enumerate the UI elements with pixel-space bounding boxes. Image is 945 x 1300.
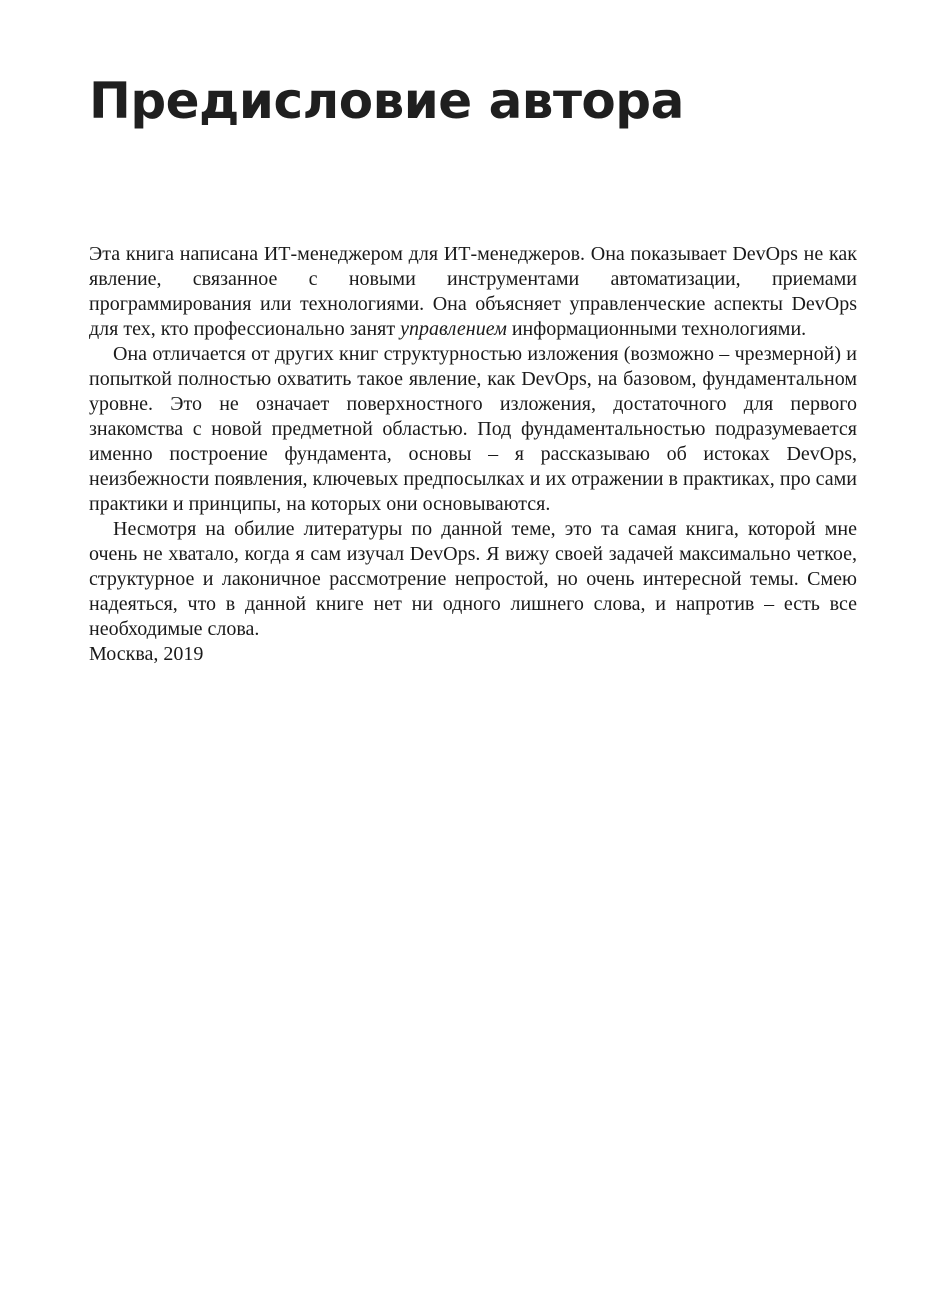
paragraph-1-emphasis: управлением xyxy=(400,318,507,340)
paragraph-3: Несмотря на обилие литературы по данной теме, это та самая книга, которой мне очень не хватало, когда я сам изучал DevOps. Я вижу своей задачей максимально четкое, структурное и лаконичное рассмотрение непростой, но очень интересной темы. Смею надеяться, что в данной книге нет ни одного лишнего слова, и напротив – есть все необходимые слова. xyxy=(89,518,857,640)
paragraph-1 xyxy=(89,242,857,342)
signature: Москва, 2019 xyxy=(89,643,204,665)
paragraph-1-text-after: информационными технологиями. xyxy=(506,318,807,340)
paragraph-2: Она отличается от других книг структурностью изложения (возможно – чрезмерной) и попыткой полностью охватить такое явление, как DevOps, на базовом, фундаментальном уровне. Это не означает поверхностного изложения, достаточного для первого знакомства с новой предметной областью. Под фундаментальностью подразумевается именно построение фундамента, основы – я рассказываю об истоках DevOps, неизбежности появления, ключевых предпосылках и их отражении в практиках, про сами практики и принципы, на которых они основываются. xyxy=(89,343,857,515)
page-title: Предисловие автора xyxy=(89,72,684,130)
paragraph-1-text-before: Эта книга написана ИТ-менеджером для ИТ-менеджеров. Она показывает DevOps не как явление, связанное с новыми инструментами автоматизации, приемами программирования или технологиями. Она объясняет управленческие аспекты DevOps для тех, кто профессионально занят xyxy=(89,243,857,340)
preface-body xyxy=(89,242,857,667)
